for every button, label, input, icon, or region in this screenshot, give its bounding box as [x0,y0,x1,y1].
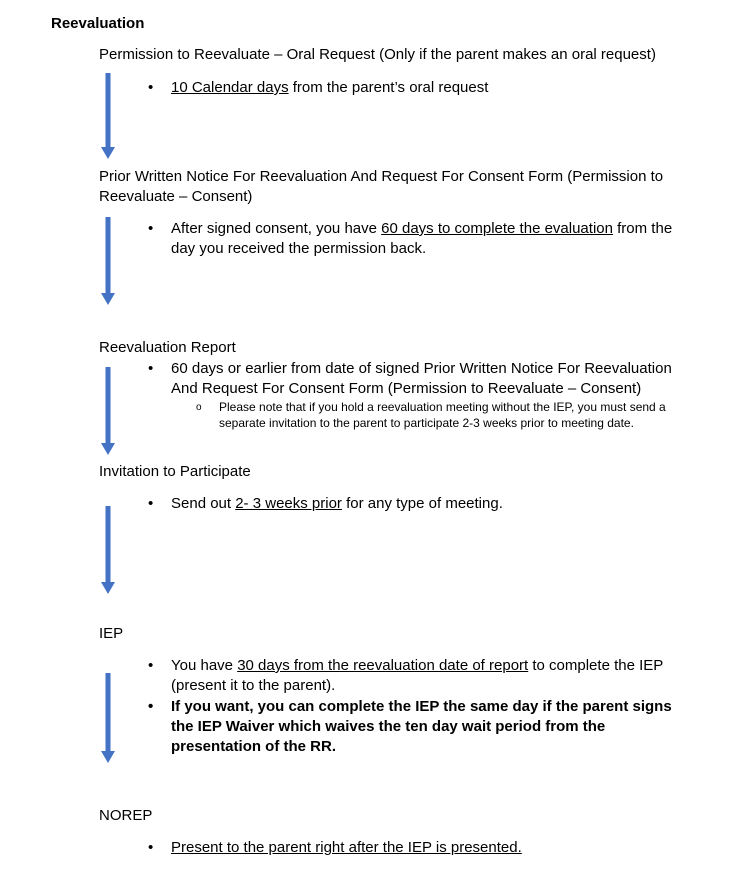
list-item [148,656,718,696]
bullet-icon: • [148,79,154,96]
bullet-icon: • [148,698,154,715]
step-heading-iep: IEP [99,625,124,642]
list-item [148,78,708,98]
timeline-underlined-text: 2- 3 weeks prior [235,495,342,512]
bullet-text: to complete the IEP [528,657,664,674]
down-arrow-icon [101,673,115,763]
list-item [148,494,648,514]
timeline-underlined-text: 60 days to complete the evaluation [381,220,613,237]
bullet-icon: • [148,657,154,674]
down-arrow-icon [101,506,115,594]
bullet-text-bold: presentation of the RR. [171,738,337,755]
circle-bullet-icon: o [196,402,202,413]
list-item [148,697,728,757]
bullet-text: Send out [171,495,236,512]
bullet-text-bold: the IEP Waiver which waives the ten day wait period from the [171,718,606,735]
down-arrow-icon [101,73,115,159]
bullet-text-bold: If you want, you can complete the IEP the same day if the parent signs [171,698,672,715]
bullet-icon: • [148,220,154,237]
bullet-icon: • [148,495,154,512]
down-arrow-icon [101,217,115,305]
bullet-text: 60 days or earlier from date of signed Prior Written Notice For Reevaluation [171,360,672,377]
sub-bullet-text: separate invitation to the parent to participate 2-3 weeks prior to meeting date. [219,416,634,430]
step-heading-reevaluation-report: Reevaluation Report [99,339,236,356]
step-heading-oral-request: Permission to Reevaluate – Oral Request (Only if the parent makes an oral request) [99,46,656,63]
sub-list-item [196,399,741,433]
list-item [148,219,718,259]
bullet-text: After signed consent, you have [171,220,382,237]
bullet-text: for any type of meeting. [341,495,503,512]
bullet-text: You have [171,657,238,674]
list-item [148,838,568,858]
heading-line: Prior Written Notice For Reevaluation And Request For Consent Form (Permission to [99,168,664,185]
down-arrow-icon [101,367,115,455]
bullet-icon: • [148,360,154,377]
bullet-text: day you received the permission back. [171,240,427,257]
page-title: Reevaluation [51,15,145,32]
list-item [148,359,728,399]
bullet-text: from the [612,220,673,237]
heading-line: Reevaluate – Consent) [99,188,253,205]
sub-bullet-text: Please note that if you hold a reevaluation meeting without the IEP, you must send a [219,400,666,414]
timeline-underlined-text: 30 days from the reevaluation date of report [237,657,529,674]
step-heading-prior-written-notice [99,167,663,207]
timeline-underlined-text: Present to the parent right after the IEP is presented. [171,839,522,856]
bullet-icon: • [148,839,154,856]
step-heading-norep: NOREP [99,807,153,824]
timeline-underlined-text: 10 Calendar days [171,79,289,96]
step-heading-invitation: Invitation to Participate [99,463,251,480]
bullet-text: And Request For Consent Form (Permission to Reevaluate – Consent) [171,380,642,397]
bullet-text: (present it to the parent). [171,677,336,694]
bullet-text: from the parent’s oral request [288,79,489,96]
